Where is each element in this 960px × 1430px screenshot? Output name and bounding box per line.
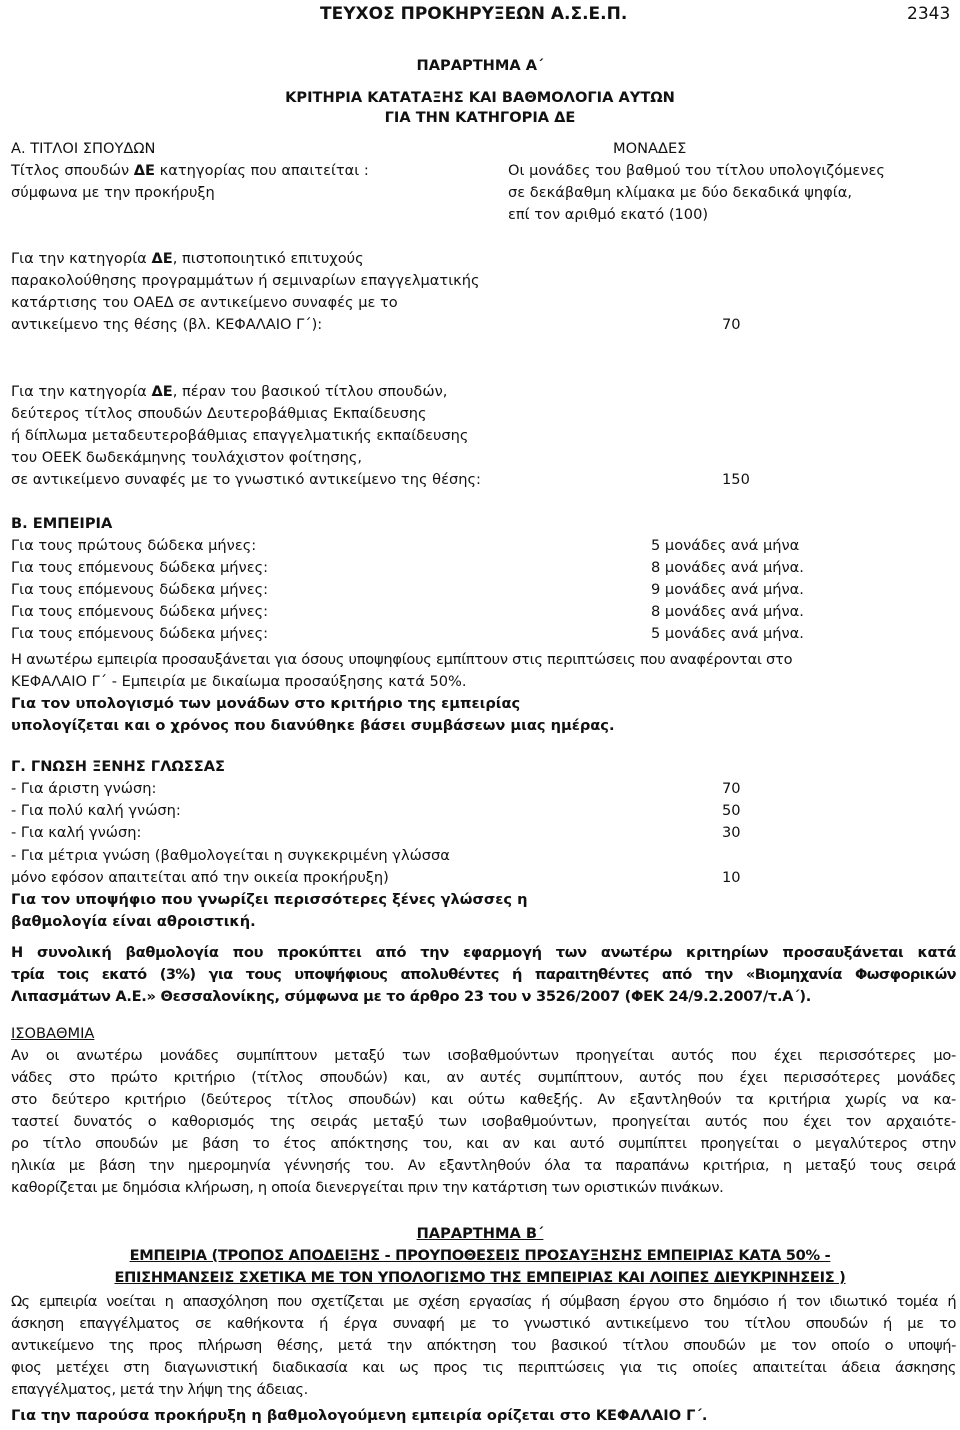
annex-a-title: ΠΑΡΑΡΤΗΜΑ Α΄ (416, 57, 544, 74)
experience-label: Για τους επόμενους δώδεκα μήνες: (11, 559, 269, 576)
category-label: ΔΕ (151, 250, 173, 267)
paragraph-line: άσκηση επαγγέλματος σε καθήκοντα ή έργα συναφή με το γνωστικό αντικείμενο του τίτλου σπουδών ή με το (11, 1315, 956, 1332)
criterion-line (11, 381, 447, 403)
paragraph-line: ταστεί δυνατός ο καθορισμός της σειράς μεταξύ των ισοβαθμούντων, προηγείται αυτός που έχει τον αρχαιότε- (11, 1113, 956, 1130)
units-description: επί τον αριθμό εκατό (100) (508, 206, 709, 223)
experience-label: Για τους επόμενους δώδεκα μήνες: (11, 581, 269, 598)
criterion-line: σε αντικείμενο συναφές με το γνωστικό αντικείμενο της θέσης: (11, 471, 481, 488)
criterion-line: δεύτερος τίτλος σπουδών Δευτεροβάθμιας Εκπαίδευσης (11, 405, 427, 422)
experience-value: 8 μονάδες ανά μήνα. (651, 603, 804, 620)
page-number: 2343 (907, 4, 951, 24)
language-label: - Για άριστη γνώση: (11, 780, 157, 797)
criterion-points: 150 (722, 471, 750, 488)
annex-b-subtitle: ΕΠΙΣΗΜΑΝΣΕΙΣ ΣΧΕΤΙΚΑ ΜΕ ΤΟΝ ΥΠΟΛΟΓΙΣΜΟ ΤΗΣ ΕΜΠΕΙΡΙΑΣ ΚΑΙ ΛΟΙΠΕΣ ΔΙΕΥΚΡΙΝΗΣΕΙΣ ) (114, 1269, 846, 1286)
experience-label: Για τους πρώτους δώδεκα μήνες: (11, 537, 257, 554)
paragraph-line: ρο τίτλο σπουδών με βάση το έτος απόκτησης του, και αν και αυτό συμπίπτει προηγείται ο μεγαλύτερος στην (11, 1135, 956, 1152)
experience-value: 5 μονάδες ανά μήνα (651, 537, 800, 554)
language-points: 30 (722, 824, 741, 841)
text: , πιστοποιητικό επιτυχούς (172, 250, 364, 267)
experience-value: 9 μονάδες ανά μήνα. (651, 581, 804, 598)
header-title: ΤΕΥΧΟΣ ΠΡΟΚΗΡΥΞΕΩΝ Α.Σ.Ε.Π. (320, 4, 628, 24)
experience-label: Για τους επόμενους δώδεκα μήνες: (11, 625, 269, 642)
total-note: Λιπασμάτων Α.Ε.» Θεσσαλονίκης, σύμφωνα με το άρθρο 23 του ν 3526/2007 (ΦΕΚ 24/9.2.2007/τ.Α΄). (11, 988, 811, 1005)
language-points: 10 (722, 869, 741, 886)
section-c-heading: Γ. ΓΝΩΣΗ ΞΕΝΗΣ ΓΛΩΣΣΑΣ (11, 758, 225, 775)
section-a-heading: Α. ΤΙΤΛΟΙ ΣΠΟΥΔΩΝ (11, 140, 156, 157)
language-label: - Για μέτρια γνώση (βαθμολογείται η συγκεκριμένη γλώσσα (11, 847, 450, 864)
annex-b-title: ΠΑΡΑΡΤΗΜΑ Β΄ (416, 1225, 544, 1242)
category-label: ΔΕ (133, 162, 156, 179)
total-note: τρία τοις εκατό (3%) για τους υποψήφιους απολυθέντες ή παραιτηθέντες από την «Βιομηχανία Φωσφορικών (11, 966, 956, 983)
language-points: 70 (722, 780, 741, 797)
annex-a-subtitle: ΚΡΙΤΗΡΙΑ ΚΑΤΑΤΑΞΗΣ ΚΑΙ ΒΑΘΜΟΛΟΓΙΑ ΑΥΤΩΝ (285, 89, 675, 106)
criterion-line: ή δίπλωμα μεταδευτεροβάθμιας επαγγελματικής εκπαίδευσης (11, 427, 469, 444)
criterion-line (11, 248, 364, 270)
language-points: 50 (722, 802, 741, 819)
units-description: Οι μονάδες του βαθμού του τίτλου υπολογιζόμενες (508, 162, 885, 179)
language-label: - Για καλή γνώση: (11, 824, 142, 841)
criterion-points: 70 (722, 316, 741, 333)
section-b-heading: Β. ΕΜΠΕΙΡΙΑ (11, 515, 113, 532)
annex-b-paragraph (11, 1291, 956, 1401)
paragraph-line: στο δεύτερο κριτήριο (δεύτερος τίτλος σπουδών) και ούτω καθεξής. Αν εξαντληθούν τα κριτήρια χωρίς να κα- (11, 1091, 956, 1108)
category-label: ΔΕ (151, 383, 173, 400)
criterion-line: του ΟΕΕΚ δωδεκάμηνης τουλάχιστον φοίτησης, (11, 449, 363, 466)
text: Τίτλος σπουδών (11, 162, 134, 179)
text: Για την κατηγορία (11, 383, 152, 400)
total-note: Η συνολική βαθμολογία που προκύπτει από την εφαρμογή των ανωτέρω κριτηρίων προσαυξάνεται κατά (11, 944, 956, 961)
language-label: μόνο εφόσον απαιτείται από την οικεία προκήρυξη) (11, 869, 389, 886)
required-title-line (11, 160, 369, 182)
experience-label: Για τους επόμενους δώδεκα μήνες: (11, 603, 269, 620)
required-title-line: σύμφωνα με την προκήρυξη (11, 184, 215, 201)
experience-bold-note: υπολογίζεται και ο χρόνος που διανύθηκε βάσει συμβάσεων μιας ημέρας. (11, 717, 615, 734)
experience-bold-note: Για τον υπολογισμό των μονάδων στο κριτήριο της εμπειρίας (11, 695, 521, 712)
annex-b-subtitle: ΕΜΠΕΙΡΙΑ (ΤΡΟΠΟΣ ΑΠΟΔΕΙΞΗΣ - ΠΡΟΥΠΟΘΕΣΕΙΣ ΠΡΟΣΑΥΞΗΣΗΣ ΕΜΠΕΙΡΙΑΣ ΚΑΤΑ 50% - (129, 1247, 831, 1264)
text: Για την κατηγορία (11, 250, 152, 267)
experience-value: 8 μονάδες ανά μήνα. (651, 559, 804, 576)
language-bold-note: βαθμολογία είναι αθροιστική. (11, 913, 256, 930)
paragraph-line: Αν οι ανωτέρω μονάδες συμπίπτουν μεταξύ των ισοβαθμούντων προηγείται αυτός που έχει περισσότερες μο- (11, 1047, 956, 1064)
experience-note: ΚΕΦΑΛΑΙΟ Γ΄ - Εμπειρία με δικαίωμα προσαύξησης κατά 50%. (11, 673, 467, 690)
paragraph-line: Ως εμπειρία νοείται η απασχόληση που σχετίζεται με σχέση εργασίας ή σύμβαση έργου στο δημόσιο ή τον ιδιωτικό τομέα ή (11, 1293, 956, 1310)
paragraph-line: καθορίζεται με δημόσια κλήρωση, η οποία διενεργείται πριν την κατάρτιση των οριστικών πινάκων. (11, 1179, 724, 1196)
paragraph-line: νάδες στο πρώτο κριτήριο (τίτλος σπουδών) και, αν αυτές συμπίπτουν, αυτός που έχει περισσότερες μονάδες (11, 1069, 956, 1086)
paragraph-line: ηλικία με βάση την ημερομηνία γέννησής του. Αν εξαντληθούν όλα τα παραπάνω κριτήρια, η μεταξύ τους σειρά (11, 1157, 956, 1174)
units-heading: ΜΟΝΑΔΕΣ (613, 140, 687, 157)
units-description: σε δεκάβαθμη κλίμακα με δύο δεκαδικά ψηφία, (508, 184, 853, 201)
criterion-line: αντικείμενο της θέσης (βλ. ΚΕΦΑΛΑΙΟ Γ΄): (11, 316, 323, 333)
criterion-line: παρακολούθησης προγραμμάτων ή σεμιναρίων επαγγελματικής (11, 272, 480, 289)
language-bold-note: Για τον υποψήφιο που γνωρίζει περισσότερες ξένες γλώσσες η (11, 891, 528, 908)
annex-a-subtitle: ΓΙΑ ΤΗΝ ΚΑΤΗΓΟΡΙΑ ΔΕ (384, 109, 576, 126)
criterion-line: κατάρτισης του ΟΑΕΔ σε αντικείμενο συναφές με το (11, 294, 398, 311)
paragraph-line: αντικείμενο της προς πλήρωση θέσης, μετά την απόκτηση του βασικού τίτλου σπουδών με τον οποίο ο υποψή- (11, 1337, 956, 1354)
text: κατηγορίας που απαιτείται : (155, 162, 369, 179)
isovathmia-heading: ΙΣΟΒΑΘΜΙΑ (11, 1025, 95, 1042)
paragraph-line: επαγγέλματος, μετά την λήψη της άδειας. (11, 1381, 308, 1398)
experience-value: 5 μονάδες ανά μήνα. (651, 625, 804, 642)
text: , πέραν του βασικού τίτλου σπουδών, (172, 383, 448, 400)
language-label: - Για πολύ καλή γνώση: (11, 802, 181, 819)
experience-note: Η ανωτέρω εμπειρία προσαυξάνεται για όσους υποψηφίους εμπίπτουν στις περιπτώσεις που αναφέρονται στο (11, 651, 793, 668)
isovathmia-paragraph (11, 1045, 956, 1199)
paragraph-line: φιος μετέχει στη διαγωνιστική διαδικασία και ως προς τις περιπτώσεις για τις οποίες απαιτείται άδεια άσκησης (11, 1359, 956, 1376)
annex-b-final-note: Για την παρούσα προκήρυξη η βαθμολογούμενη εμπειρία ορίζεται στο ΚΕΦΑΛΑΙΟ Γ΄. (11, 1407, 708, 1424)
